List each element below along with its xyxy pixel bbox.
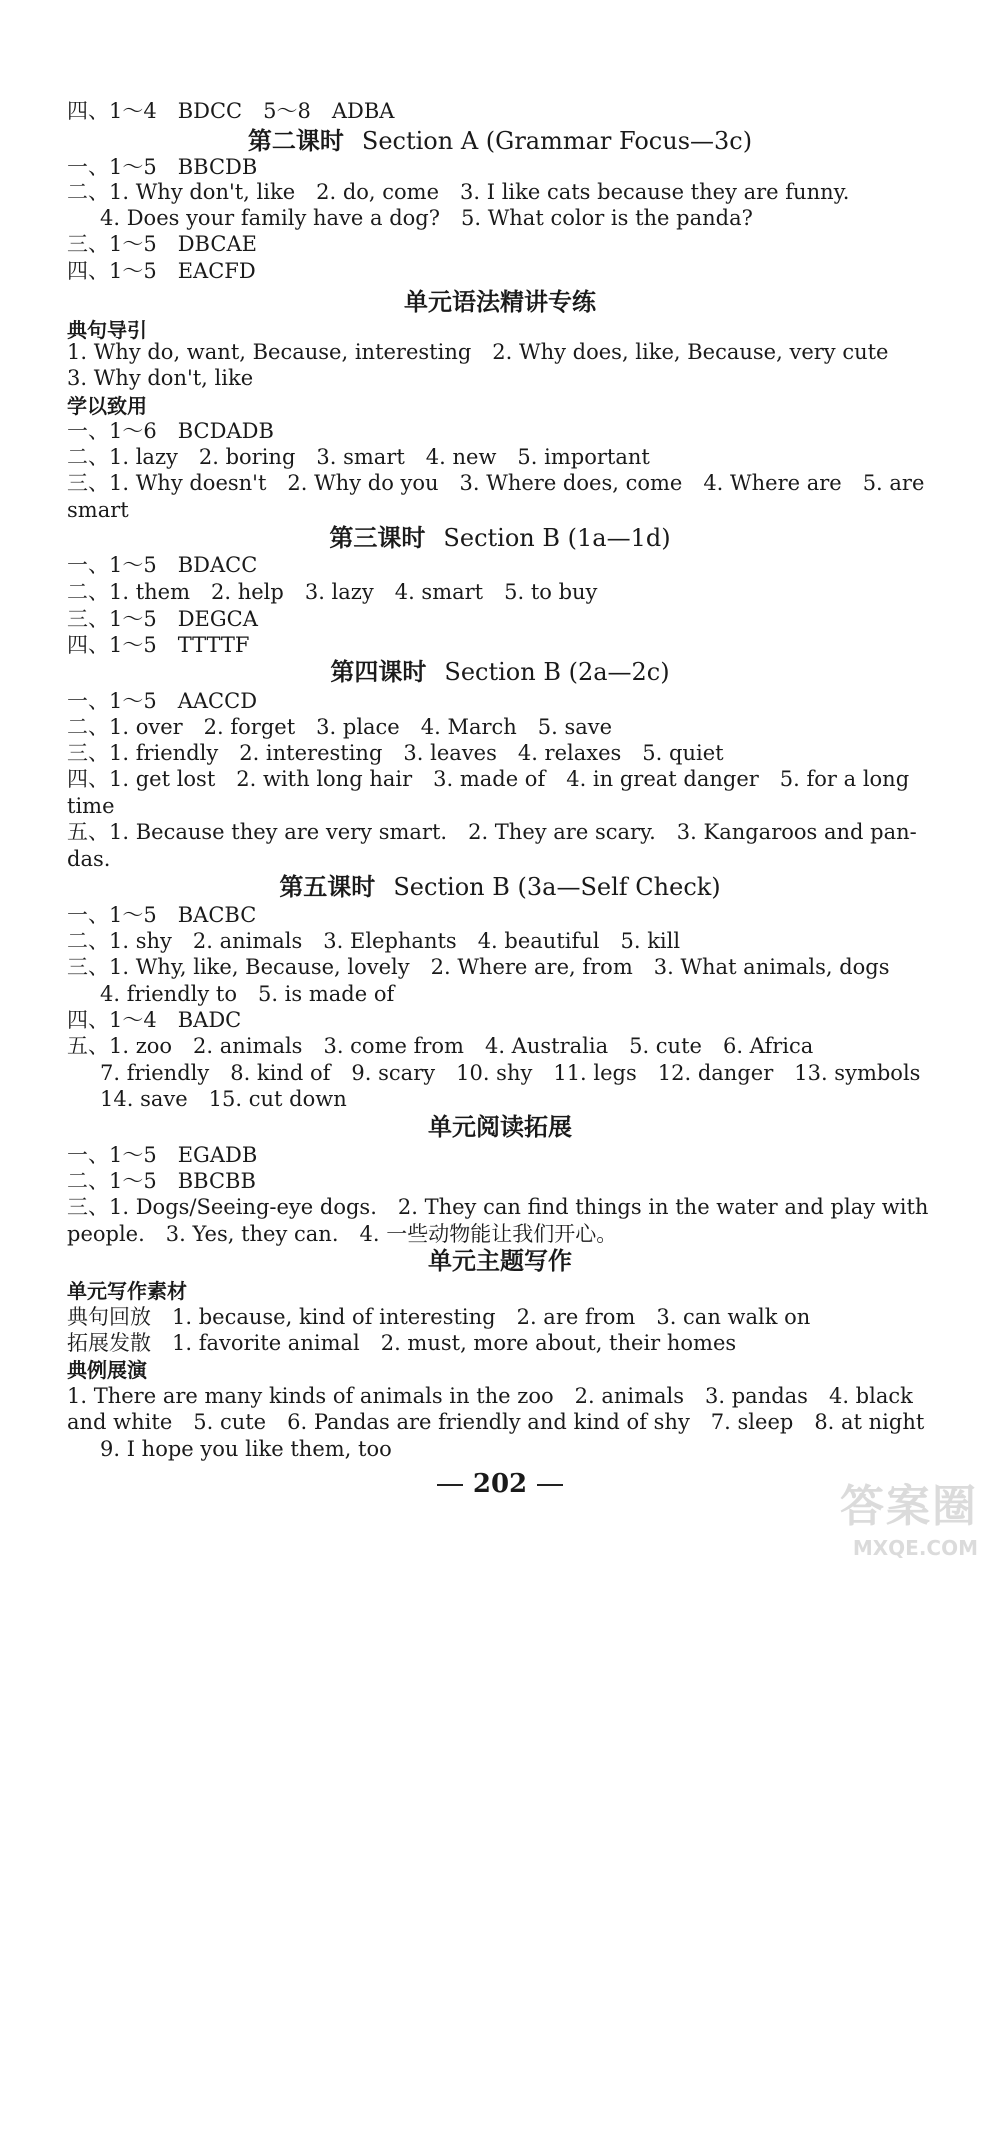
section-heading: 单元阅读拓展 bbox=[428, 1113, 572, 1141]
section-heading: 单元语法精讲专练 bbox=[404, 288, 596, 316]
lesson-heading-title: 第五课时 bbox=[279, 873, 376, 901]
lesson-heading-title: 第四课时 bbox=[330, 658, 427, 686]
answer-line: 4. Does your family have a dog? 5. What color is the panda? bbox=[100, 206, 753, 230]
answer-line: 9. I hope you like them, too bbox=[100, 1437, 392, 1461]
lesson-heading-section: Section A (Grammar Focus—3c) bbox=[361, 127, 753, 155]
answer-line: and white 5. cute 6. Pandas are friendly and kind of shy 7. sleep 8. at night bbox=[67, 1410, 925, 1434]
answer-line: 四、1～4 BDCC 5～8 ADBA bbox=[67, 99, 395, 123]
answer-line: 一、1～5 BACBC bbox=[67, 903, 257, 927]
answer-line: 1. Why do, want, Because, interesting 2. Why does, like, Because, very cute bbox=[67, 340, 889, 364]
answer-line: 二、1. Why don't, like 2. do, come 3. I like cats because they are funny. bbox=[67, 180, 850, 204]
subsection-heading: 学以致用 bbox=[67, 394, 147, 418]
answer-line: 一、1～5 BBCDB bbox=[67, 155, 258, 179]
answer-line: 二、1. over 2. forget 3. place 4. March 5. save bbox=[67, 715, 613, 739]
answer-line: 三、1～5 DEGCA bbox=[67, 607, 258, 631]
answer-line: 四、1～4 BADC bbox=[67, 1008, 242, 1032]
answer-line: 一、1～5 AACCD bbox=[67, 689, 258, 713]
lesson-heading-section: Section B (2a—2c) bbox=[444, 658, 670, 686]
lesson-heading-section: Section B (1a—1d) bbox=[443, 524, 671, 552]
answer-line: 7. friendly 8. kind of 9. scary 10. shy 11. legs 12. danger 13. symbols bbox=[100, 1061, 921, 1085]
answer-line: 五、1. Because they are very smart. 2. They are scary. 3. Kangaroos and pan- bbox=[67, 820, 917, 844]
answer-line: 三、1～5 DBCAE bbox=[67, 232, 257, 256]
answer-line: smart bbox=[67, 498, 129, 522]
answer-line: 三、1. Why, like, Because, lovely 2. Where are, from 3. What animals, dogs bbox=[67, 955, 890, 979]
answer-line: 五、1. zoo 2. animals 3. come from 4. Australia 5. cute 6. Africa bbox=[67, 1034, 814, 1058]
section-heading: 单元主题写作 bbox=[428, 1247, 572, 1275]
answer-line: 四、1～5 EACFD bbox=[67, 259, 256, 283]
answer-line: 三、1. Why doesn't 2. Why do you 3. Where does, come 4. Where are 5. are bbox=[67, 471, 925, 495]
answer-line: 1. There are many kinds of animals in the zoo 2. animals 3. pandas 4. black bbox=[67, 1384, 913, 1408]
line-label: 典句回放 bbox=[67, 1305, 151, 1329]
dash-right bbox=[537, 1484, 563, 1486]
answer-line: 3. Why don't, like bbox=[67, 366, 254, 390]
answer-line: 三、1. friendly 2. interesting 3. leaves 4. relaxes 5. quiet bbox=[67, 741, 724, 765]
dash-left bbox=[437, 1484, 463, 1486]
lesson-heading-title: 第三课时 bbox=[329, 524, 426, 552]
answer-line: 二、1. lazy 2. boring 3. smart 4. new 5. important bbox=[67, 445, 650, 469]
watermark-url: MXQE.COM bbox=[852, 1536, 978, 1560]
answer-line: 14. save 15. cut down bbox=[100, 1087, 347, 1111]
watermark-text: 答案圈 bbox=[840, 1481, 978, 1532]
answer-line bbox=[67, 1328, 736, 1358]
watermark bbox=[802, 1470, 992, 1560]
answer-line: 三、1. Dogs/Seeing-eye dogs. 2. They can find things in the water and play with bbox=[67, 1195, 929, 1219]
subsection-heading: 单元写作素材 bbox=[67, 1279, 187, 1303]
answer-line: 4. friendly to 5. is made of bbox=[100, 982, 395, 1006]
answer-line: das. bbox=[67, 847, 111, 871]
lesson-heading-section: Section B (3a—Self Check) bbox=[393, 873, 721, 901]
line-text: 1. because, kind of interesting 2. are from 3. can walk on bbox=[172, 1305, 811, 1329]
answer-line: 一、1～5 EGADB bbox=[67, 1143, 258, 1167]
subsection-heading: 典句导引 bbox=[67, 318, 147, 342]
lesson-heading-title: 第二课时 bbox=[247, 127, 344, 155]
answer-line: 四、1. get lost 2. with long hair 3. made of 4. in great danger 5. for a long bbox=[67, 767, 910, 791]
answer-line: 二、1. shy 2. animals 3. Elephants 4. beautiful 5. kill bbox=[67, 929, 681, 953]
answer-line: people. 3. Yes, they can. 4. 一些动物能让我们开心。 bbox=[67, 1222, 618, 1246]
page-number-value: 202 bbox=[472, 1469, 528, 1499]
subsection-heading: 典例展演 bbox=[67, 1358, 147, 1382]
answer-line: 二、1. them 2. help 3. lazy 4. smart 5. to buy bbox=[67, 580, 598, 604]
answer-line: time bbox=[67, 794, 115, 818]
line-label: 拓展发散 bbox=[67, 1331, 151, 1355]
lesson-heading bbox=[0, 655, 1000, 689]
answer-line: 四、1～5 TTTTF bbox=[67, 633, 250, 657]
answer-line: 二、1～5 BBCBB bbox=[67, 1169, 256, 1193]
answer-line: 一、1～5 BDACC bbox=[67, 553, 258, 577]
line-text: 1. favorite animal 2. must, more about, their homes bbox=[172, 1331, 737, 1355]
answer-line: 一、1～6 BCDADB bbox=[67, 419, 274, 443]
lesson-heading bbox=[0, 870, 1000, 904]
